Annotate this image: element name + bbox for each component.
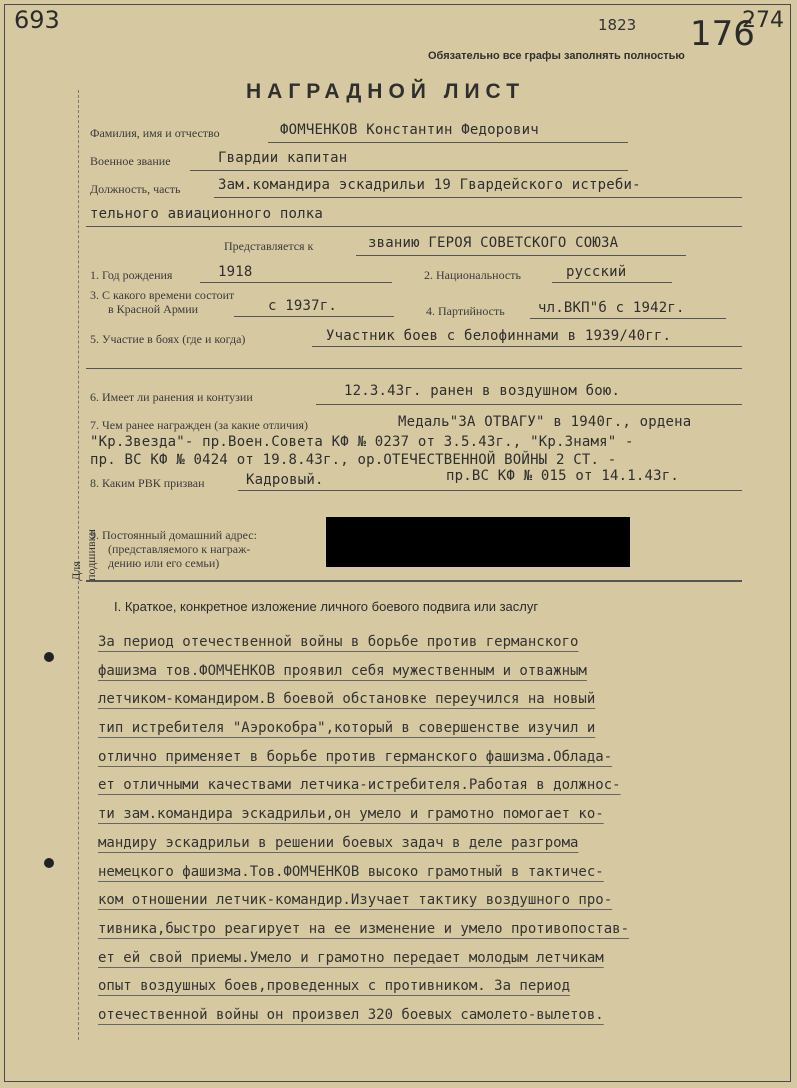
battles-underline-2 — [86, 368, 742, 369]
nominated-label: Представляется к — [224, 239, 314, 253]
binder-hole-mark — [44, 858, 54, 868]
awards-value-line1: Медаль"ЗА ОТВАГУ" в 1940г., ордена — [398, 414, 692, 430]
nationality-label: 2. Национальность — [424, 268, 521, 282]
position-value-line2: тельного авиационного полка — [90, 206, 323, 222]
battles-value: Участник боев с белофиннами в 1939/40гг. — [326, 328, 672, 344]
feat-line: ет ей свой приемы.Умело и грамотно передает молодым летчикам — [98, 949, 604, 966]
battles-label: 5. Участие в боях (где и когда) — [90, 332, 246, 346]
rvk-value: Кадровый. — [246, 472, 324, 488]
nationality-value: русский — [566, 264, 627, 280]
position-value-line1: Зам.командира эскадрильи 19 Гвардейского истреби- — [218, 177, 641, 193]
birth-year-value: 1918 — [218, 264, 253, 280]
redaction-block — [326, 517, 630, 567]
nominated-value: званию ГЕРОЯ СОВЕТСКОГО СОЮЗА — [368, 235, 619, 251]
rank-value: Гвардии капитан — [218, 150, 348, 166]
name-label: Фамилия, имя и отчество — [90, 126, 220, 140]
side-binding-text — [52, 300, 98, 820]
wounds-underline — [316, 404, 742, 405]
section-divider — [86, 580, 742, 582]
address-label-3: дению или его семьи) — [108, 556, 220, 570]
rank-underline — [190, 170, 628, 171]
army-since-label-2: в Красной Армии — [108, 302, 199, 316]
section-heading: I. Краткое, конкретное изложение личного боевого подвига или заслуг — [114, 599, 539, 614]
position-underline-2 — [86, 226, 742, 227]
feat-line: ет отличными качествами летчика-истребителя.Работая в должнос- — [98, 777, 621, 794]
rvk-label: 8. Каким РВК призван — [90, 476, 205, 490]
archive-code: 1823 — [598, 16, 637, 34]
feat-line: ти зам.командира эскадрильи,он умело и грамотно помогает ко- — [98, 806, 604, 823]
army-since-value: с 1937г. — [268, 298, 338, 314]
nominated-underline — [356, 255, 686, 256]
party-label: 4. Партийность — [426, 304, 505, 318]
feat-line: отлично применяет в борьбе против германского фашизма.Облада- — [98, 748, 613, 765]
party-underline — [530, 318, 726, 319]
birth-year-label: 1. Год рождения — [90, 268, 173, 282]
feat-line: мандиру эскадрильи в решении боевых задач в деле разгрома — [98, 834, 579, 851]
rvk-underline — [238, 490, 742, 491]
feat-line: немецкого фашизма.Тов.ФОМЧЕНКОВ высоко грамотный в тактичес- — [98, 863, 604, 880]
battles-underline — [312, 346, 742, 347]
feat-line: ком отношении летчик-командир.Изучает тактику воздушного про- — [98, 892, 613, 909]
awards-value-line3: пр. ВС КФ № 0424 от 19.8.43г., ор.ОТЕЧЕСТВЕННОЙ ВОЙНЫ 2 СТ. - — [90, 452, 617, 468]
feat-line: тивника,быстро реагирует на ее изменение и умело противопостав- — [98, 920, 630, 937]
feat-line: опыт воздушных боев,проведенных с противником. За период — [98, 978, 571, 995]
archive-page-number-right: 274 — [742, 8, 784, 33]
birth-year-underline — [200, 282, 392, 283]
name-underline — [268, 142, 628, 143]
name-value: ФОМЧЕНКОВ Константин Федорович — [280, 122, 539, 138]
party-value: чл.ВКП"б с 1942г. — [538, 300, 685, 316]
wounds-label: 6. Имеет ли ранения и контузии — [90, 390, 253, 404]
address-label-2: (представляемого к награж- — [108, 542, 251, 556]
feat-line: За период отечественной войны в борьбе против германского — [98, 634, 579, 650]
feat-line: летчиком-командиром.В боевой обстановке переучился на новый — [98, 691, 596, 708]
feat-line: тип истребителя "Аэрокобра",который в совершенстве изучил и — [98, 720, 596, 737]
rank-label: Военное звание — [90, 154, 171, 168]
army-since-underline — [234, 316, 394, 317]
side-text: Для подшивки — [68, 529, 98, 581]
position-underline-1 — [214, 197, 742, 198]
position-label: Должность, часть — [90, 182, 181, 196]
awards-label: 7. Чем ранее награжден (за какие отличия) — [90, 418, 309, 432]
binder-hole-mark — [44, 652, 54, 662]
feat-line: фашизма тов.ФОМЧЕНКОВ проявил себя мужественным и отважным — [98, 662, 587, 679]
feat-description — [98, 628, 748, 1030]
army-since-label-1: 3. С какого времени состоит — [90, 288, 235, 302]
fill-instruction: Обязательно все графы заполнять полностью — [428, 50, 685, 62]
wounds-value: 12.3.43г. ранен в воздушном бою. — [344, 383, 621, 399]
archive-page-number-left: 693 — [14, 6, 60, 34]
feat-line: отечественной войны он произвел 320 боевых самолето-вылетов. — [98, 1006, 604, 1023]
page-title: НАГРАДНОЙ ЛИСТ — [246, 80, 526, 103]
nationality-underline — [552, 282, 672, 283]
awards-value-line2: "Кр.Звезда"- пр.Воен.Совета КФ № 0237 от 3.5.43г., "Кр.Знамя" - — [90, 434, 634, 450]
address-label-1: 9. Постоянный домашний адрес: — [90, 528, 257, 542]
rvk-order: пр.ВС КФ № 015 от 14.1.43г. — [446, 468, 679, 484]
archive-page-number-center: 176 — [690, 14, 755, 54]
